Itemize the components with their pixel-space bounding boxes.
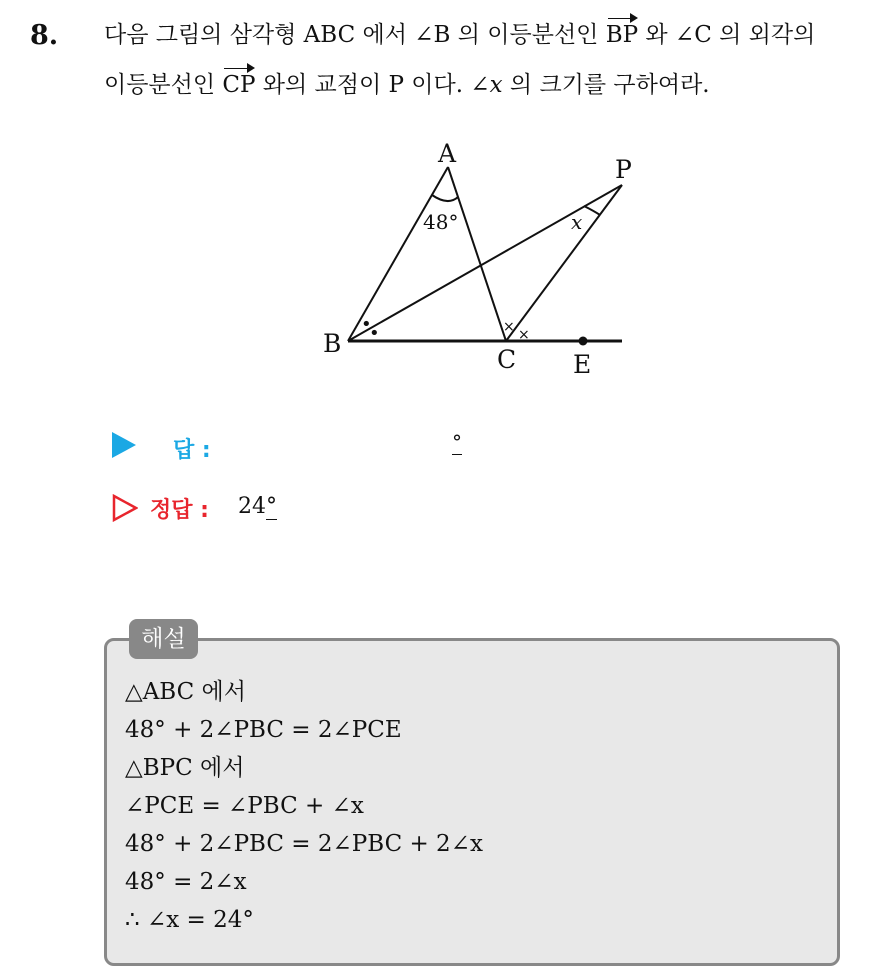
answer-input[interactable]: [452, 430, 462, 454]
question-text-line2: [104, 70, 710, 100]
question-line1-part1: 다음 그림의 삼각형 ABC 에서 ∠B 의 이등분선인: [104, 22, 606, 48]
solution-line: 48° + 2∠PBC = 2∠PBC + 2∠x: [125, 831, 483, 857]
correct-triangle-icon: [112, 494, 138, 522]
solution-line: △ABC 에서: [125, 679, 246, 705]
angle-symbol: ∠: [470, 72, 490, 98]
correct-unit: °: [266, 494, 277, 519]
solution-line: 48° + 2∠PBC = 2∠PCE: [125, 717, 402, 743]
point-e-dot: [579, 337, 588, 346]
answer-triangle-icon: [112, 432, 136, 458]
solution-line: △BPC 에서: [125, 755, 245, 781]
answer-unit: °: [452, 430, 462, 454]
label-e: E: [573, 350, 592, 379]
label-b: B: [323, 329, 342, 358]
label-c: C: [497, 345, 517, 374]
question-text-line1: [104, 20, 815, 50]
solution-line: ∠PCE = ∠PBC + ∠x: [125, 793, 364, 819]
bisector-mark-c1: ×: [503, 319, 515, 335]
angle-a-value: 48°: [423, 210, 459, 234]
question-line2-part2: 와의 교점이 P 이다.: [255, 72, 471, 98]
answer-label: 답 :: [173, 438, 211, 463]
triangle-figure: [300, 130, 640, 390]
bisector-mark-c2: ×: [518, 327, 530, 343]
angle-variable: x: [489, 72, 503, 98]
angle-arc-p: [584, 206, 600, 215]
question-line2-part1: 이등분선인: [104, 72, 223, 98]
question-line1-part2: 와 ∠C 의 외각의: [638, 22, 816, 48]
question-line2-part3: 의 크기를 구하여라.: [502, 72, 710, 98]
correct-answer: [238, 494, 277, 519]
segment-cp: [506, 185, 622, 341]
question-number: 8.: [30, 20, 59, 51]
solution-tab: 해설: [129, 619, 198, 659]
angle-arc-a: [432, 195, 458, 201]
label-a: A: [438, 139, 457, 168]
bisector-mark-b1: •: [361, 314, 372, 335]
solution-line: ∴ ∠x = 24°: [125, 907, 254, 933]
bisector-mark-b2: •: [369, 323, 380, 344]
ray-bp: BP: [605, 22, 639, 48]
segment-bp: [348, 185, 622, 341]
segment-ac: [448, 167, 506, 341]
ray-cp: CP: [222, 72, 256, 98]
solution-line: 48° = 2∠x: [125, 869, 247, 895]
angle-p-variable: x: [571, 210, 583, 234]
label-p: P: [615, 155, 632, 184]
correct-label: 정답 :: [150, 498, 209, 523]
correct-value: 24: [238, 494, 266, 519]
